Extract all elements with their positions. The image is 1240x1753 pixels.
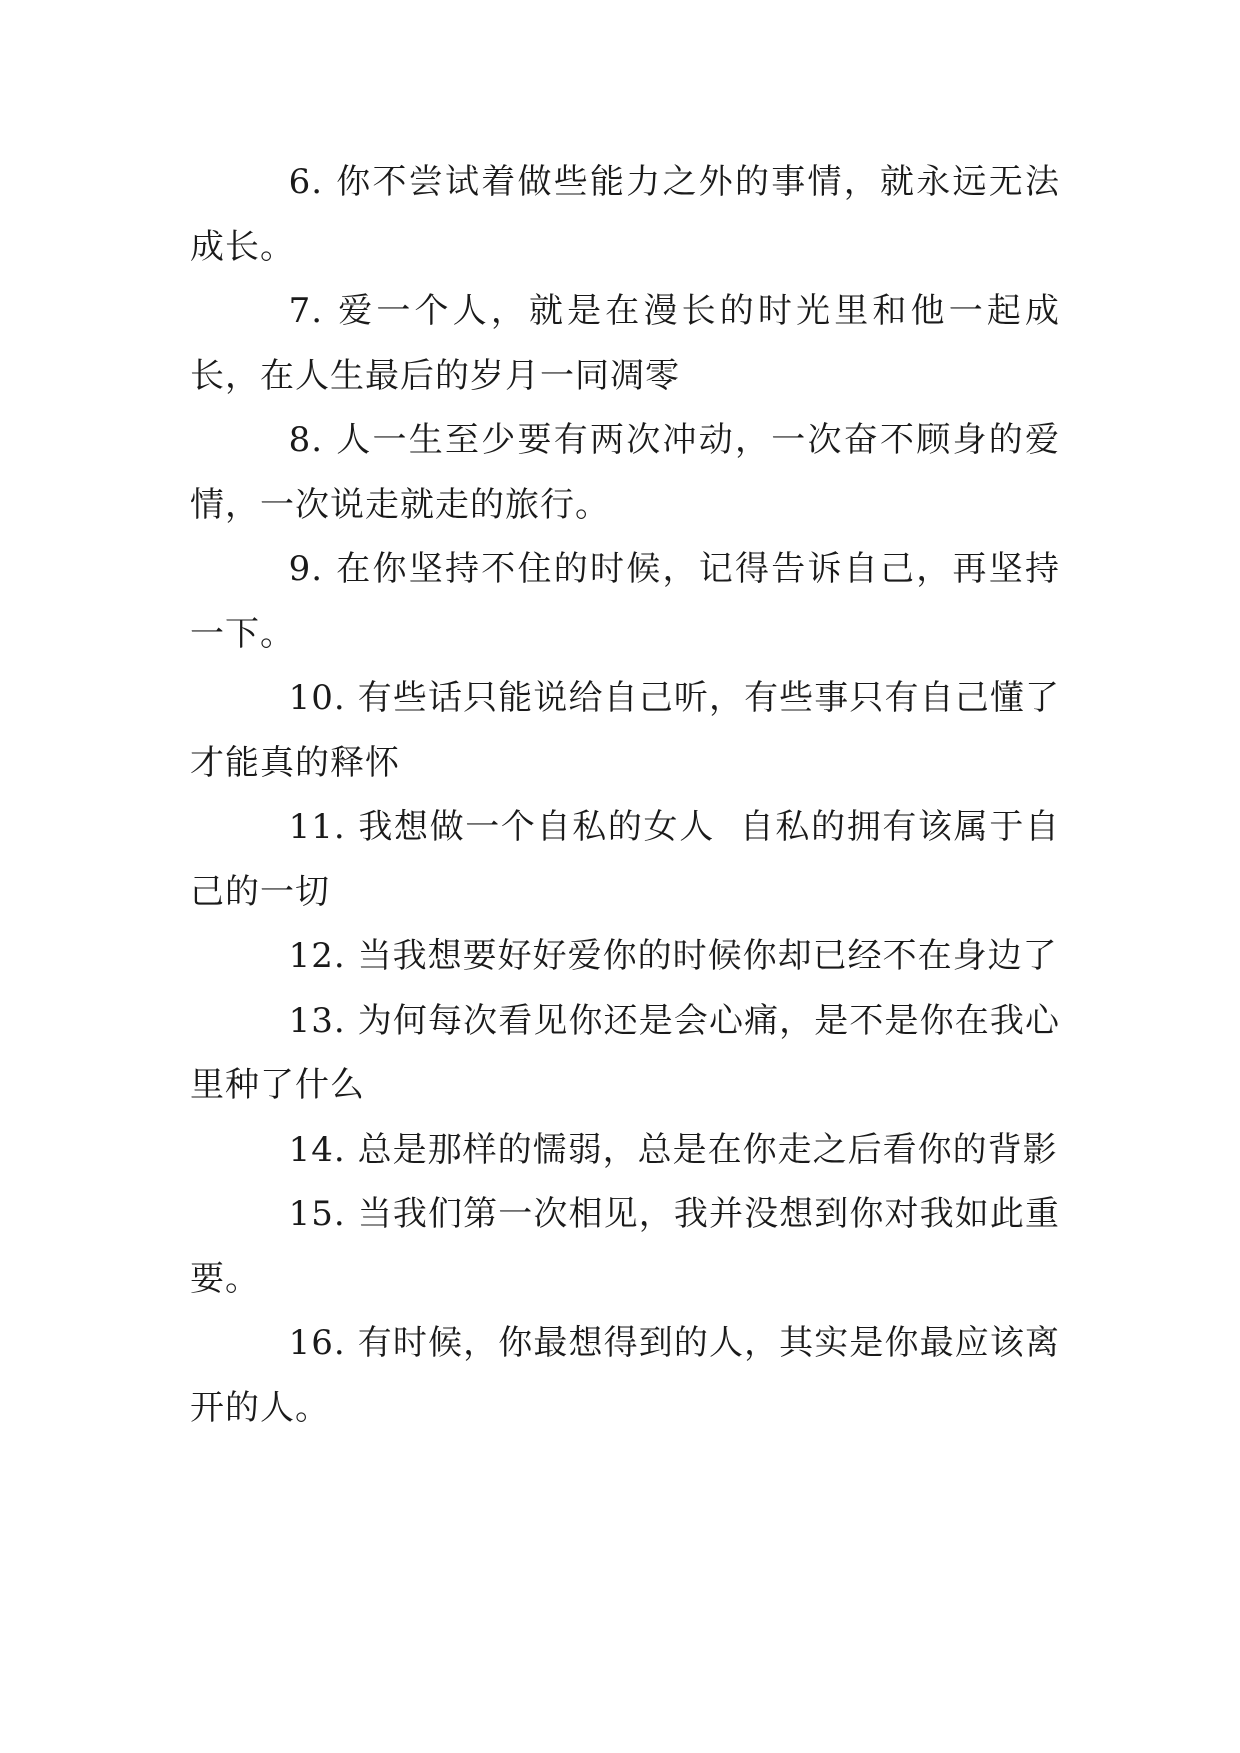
quote-item-14 [190, 1118, 1060, 1183]
quote-item-11 [190, 795, 1060, 924]
quote-number: 15. [288, 1194, 346, 1234]
quote-text: 总是那样的懦弱，总是在你走之后看你的背影 [357, 1129, 1058, 1170]
quote-item-10 [190, 666, 1060, 795]
quote-text: 为何每次看见你还是会心痛，是不是你在我心里种了什么 [190, 1000, 1060, 1105]
quote-number: 14. [288, 1129, 346, 1170]
quote-text: 有时候，你最想得到的人，其实是你最应该离开的人。 [190, 1323, 1060, 1428]
quote-text: 当我想要好好爱你的时候你却已经不在身边了 [357, 936, 1058, 976]
quote-item-8 [190, 408, 1060, 537]
quote-text: 有些话只能说给自己听，有些事只有自己懂了才能真的释怀 [190, 678, 1060, 783]
quote-number: 9. [288, 549, 324, 589]
quote-item-16 [190, 1311, 1060, 1440]
quote-number: 13. [288, 1000, 346, 1041]
quote-text: 当我们第一次相见，我并没想到你对我如此重要。 [190, 1194, 1060, 1299]
quote-item-9 [190, 537, 1060, 666]
quote-text: 我想做一个自私的女人 自私的拥有该属于自己的一切 [190, 807, 1060, 912]
quote-text: 在你坚持不住的时候，记得告诉自己，再坚持一下。 [190, 549, 1060, 654]
quote-item-13 [190, 989, 1060, 1118]
quote-number: 11. [288, 807, 346, 847]
quote-number: 12. [288, 936, 346, 976]
quote-text: 人一生至少要有两次冲动，一次奋不顾身的爱情，一次说走就走的旅行。 [190, 420, 1060, 525]
quote-number: 16. [288, 1323, 346, 1363]
quote-item-15 [190, 1182, 1060, 1311]
quote-text: 你不尝试着做些能力之外的事情，就永远无法成长。 [190, 162, 1060, 267]
quote-number: 6. [288, 162, 324, 202]
quote-number: 10. [288, 678, 346, 718]
quote-item-6 [190, 150, 1060, 279]
quote-list [190, 150, 1060, 1440]
quote-text: 爱一个人，就是在漫长的时光里和他一起成长，在人生最后的岁月一同凋零 [190, 291, 1060, 396]
quote-item-7 [190, 279, 1060, 408]
quote-number: 7. [288, 291, 324, 331]
quote-item-12 [190, 924, 1060, 989]
quote-number: 8. [288, 420, 324, 460]
